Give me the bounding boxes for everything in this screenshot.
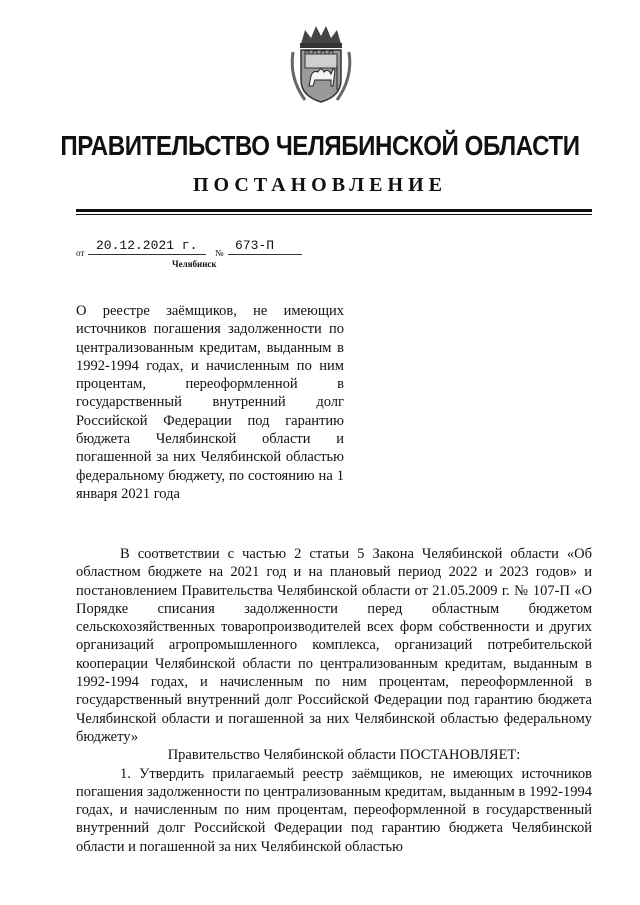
- document-number: 673-П: [235, 238, 275, 253]
- header-divider-thick: [76, 209, 592, 212]
- document-date: 20.12.2021 г.: [96, 238, 198, 253]
- registration-block: [76, 234, 316, 274]
- coat-of-arms-icon: [287, 22, 355, 106]
- date-prefix: от: [76, 248, 85, 258]
- item-1-paragraph: 1. Утвердить прилагаемый реестр заёмщиков, не имеющих источников погашения задолженности по централизованным кредитам, выданным в 1992-1994 годах, и начисленным по ним процентам, переоформленной в государственный внутренний долг Российской Федерации под гарантию бюджета Челябинской области и погашенной за них Челябинской областью: [76, 765, 592, 855]
- date-underline: [88, 254, 206, 255]
- header-divider-thin: [76, 214, 592, 215]
- number-underline: [228, 254, 302, 255]
- government-title: ПРАВИТЕЛЬСТВО ЧЕЛЯБИНСКОЙ ОБЛАСТИ: [60, 130, 580, 161]
- document-type: ПОСТАНОВЛЕНИЕ: [193, 174, 447, 196]
- decree-line: Правительство Челябинской области ПОСТАНОВЛЯЕТ:: [167, 747, 521, 764]
- city-label: Челябинск: [172, 259, 217, 269]
- number-prefix: №: [215, 248, 224, 258]
- preamble-paragraph: В соответствии с частью 2 статьи 5 Закона Челябинской области «Об областном бюджете на 2021 год и на плановый период 2022 и 2023 годов» и постановлением Правительства Челябинской области от 21.05.2009 г. № 107-П «О Порядке списания задолженности перед областным бюджетом сельскохозяйственных товаропроизводителей всех форм собственности и других организаций агропромышленного комплекса, организаций потребительской кооперации Челябинской области по централизованным кредитам, выданным в 1992-1994 годах, и начисленным по ним процентам, переоформленной в государственный внутренний долг Российской Федерации под гарантию бюджета Челябинской области и погашенной за них Челябинской областью федеральному бюджету»: [76, 546, 592, 745]
- document-body: [76, 545, 592, 856]
- document-subject: О реестре заёмщиков, не имеющих источников погашения задолженности по централизованным кредитам, выданным в 1992-1994 годах, и начисленным по ним процентам, переоформленной в государственный внутренний долг Российской Федерации под гарантию бюджета Челябинской области и погашенной за них Челябинской областью федеральному бюджету, по состоянию на 1 января 2021 года: [76, 303, 344, 502]
